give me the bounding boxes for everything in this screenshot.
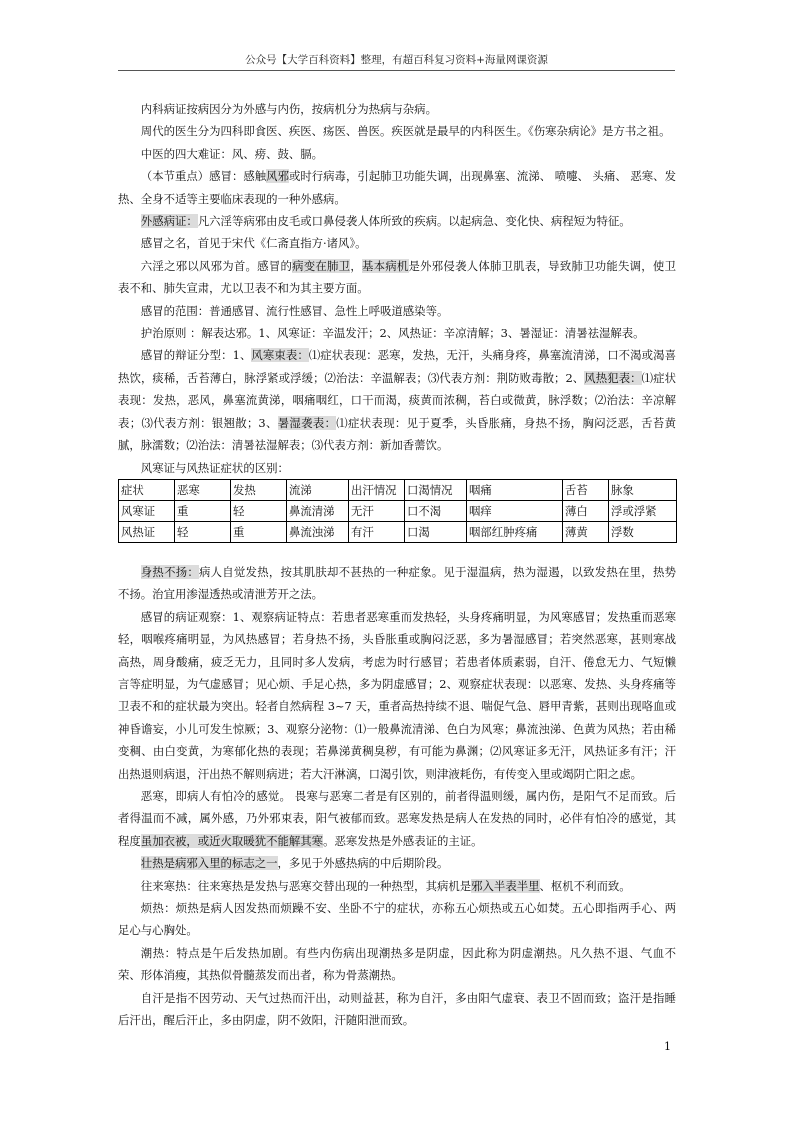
paragraph: [118, 942, 676, 987]
table-cell: 浮或浮紧: [609, 500, 677, 521]
table-cell: 重: [175, 500, 231, 521]
page-number: 1: [664, 1040, 671, 1053]
paragraph: [118, 322, 676, 344]
highlighted-text: 风热犯表：: [584, 370, 642, 385]
table-header-cell: 出汗情况: [349, 479, 405, 500]
table-cell: 轻: [175, 521, 231, 542]
table-header-cell: 恶寒: [175, 479, 231, 500]
paragraph: [118, 165, 676, 210]
table-cell: 风热证: [119, 521, 175, 542]
table-cell: 咽部红肿疼痛: [467, 521, 563, 542]
table-cell: 浮数: [609, 521, 677, 542]
highlighted-text: 风邪: [266, 169, 289, 184]
table-cell: 口渴: [405, 521, 467, 542]
text-run: 病人自觉发热，按其肌肤却不甚热的一种症象。见于湿温病，热为湿遏，以致发热在里，热势不扬。治宜用渗湿透热或清泄芳开之法。: [118, 564, 676, 602]
paragraph: [118, 785, 676, 852]
table-cell: 鼻流清涕: [287, 500, 349, 521]
table-header-cell: 流涕: [287, 479, 349, 500]
text-run: 潮热：特点是午后发热加剧。有些内伤病出现潮热多是阴虚，因此称为阴虚潮热。凡久热不退、气血不荣、形体消瘦，其热似骨髓蒸发而出者，称为骨蒸潮热。: [118, 945, 676, 983]
table-cell: 轻: [231, 500, 287, 521]
highlighted-text: 暑湿袭表：: [277, 415, 337, 430]
section-symptoms: [118, 561, 676, 1032]
paragraph: [118, 98, 676, 120]
paragraph: [118, 344, 676, 456]
paragraph: [118, 300, 676, 322]
table-header-row: [119, 479, 677, 500]
highlighted-text: 身热不扬：: [140, 564, 199, 579]
text-run: ⑴症状表现：见于夏季，头昏胀痛，身热不扬，胸闷泛恶，舌苔黄腻，脉濡数；⑵治法：清暑祛湿解表；⑶代表方剂：新加香薷饮。: [118, 415, 676, 453]
table-cell: 无汗: [349, 500, 405, 521]
text-run: 感冒的范围：普通感冒、流行性感冒、急性上呼吸道感染等。: [140, 303, 449, 318]
paragraph: [118, 897, 676, 942]
table-header-cell: 发热: [231, 479, 287, 500]
table-header-cell: 口渴情况: [405, 479, 467, 500]
text-run: 感冒之名，首见于宋代《仁斋直指方·诸风》。: [140, 236, 367, 251]
text-run: ，: [350, 258, 362, 273]
paragraph: [118, 120, 676, 142]
page-header: 公众号【大学百科资料】整理，有超百科复习资料+海量网课资源: [118, 52, 675, 71]
paragraph: [118, 210, 676, 232]
text-run: 。恶寒发热是外感表证的主证。: [323, 833, 483, 848]
table-cell: 风寒证: [119, 500, 175, 521]
comparison-table: [118, 479, 677, 543]
table-cell: 薄黄: [563, 521, 609, 542]
table-cell: 薄白: [563, 500, 609, 521]
text-run: 中医的四大难证：风、痨、鼓、膈。: [140, 146, 324, 161]
text-run: 烦热：烦热是病人因发热而烦躁不安、坐卧不宁的症状，亦称五心烦热或五心如焚。五心即指两手心、两足心与心胸处。: [118, 901, 676, 938]
text-run: 是外邪侵袭人体肺卫肌表，导致肺卫功能失调，使卫表不和、肺失宣肃，尤以卫表不和为其主要方面。: [118, 258, 676, 296]
text-run: 恶寒，即病人有怕冷的感觉。 畏寒与恶寒二者是有区别的，前者得温则缓，属内伤，是阳气不足而致。后者得温而不减，属外感，乃外邪束表，阳气被郁而致。恶寒发热是病人在发热的同时，必伴有怕冷的感觉，其程度: [118, 788, 676, 848]
table-row: [119, 521, 677, 542]
paragraph: [118, 143, 676, 165]
table-header-cell: 脉象: [609, 479, 677, 500]
paragraph: [118, 987, 676, 1032]
document-body: [118, 98, 676, 1031]
text-run: 往来寒热：往来寒热是发热与恶寒交替出现的一种热型，其病机是: [140, 878, 472, 893]
section-intro: [118, 98, 676, 457]
paragraph: [118, 255, 676, 300]
highlighted-text: 病变在肺卫: [292, 258, 351, 273]
table-header-cell: 舌苔: [563, 479, 609, 500]
text-run: ⑴症状表现：发热，恶风，鼻塞流黄涕，咽痛咽红，口干而渴，痰黄而浓稠，苔白或微黄，脉浮数；⑵治法：辛凉解表；⑶代表方剂：银翘散；3、: [118, 370, 676, 430]
table-cell: 重: [231, 521, 287, 542]
highlighted-text: 虽加衣被，或近火取暖犹不能解其寒: [140, 833, 324, 848]
text-run: 护治原则 ：解表达邪。1、风寒证：辛温发汗；2、风热证：辛凉清解；3、暑湿证：清暑祛湿解表。: [140, 326, 645, 341]
text-run: （本节重点）感冒：感触: [140, 169, 267, 184]
paragraph: [118, 232, 676, 254]
paragraph: [118, 852, 676, 874]
text-run: ，多见于外感热病的中后期阶段。: [277, 856, 449, 871]
text-run: 、枢机不利而致。: [539, 878, 631, 893]
highlighted-text: 邪入半表半里: [471, 878, 540, 893]
paragraph: [118, 875, 676, 897]
paragraph: [118, 606, 676, 785]
table-cell: 口不渴: [405, 500, 467, 521]
highlighted-text: 风寒束表：: [251, 348, 309, 363]
text-run: 感冒的病证观察：1、观察病证特点：若患者恶寒重而发热轻，头身疼痛明显，为风寒感冒；发热重而恶寒轻，咽喉疼痛明显，为风热感冒；若身热不扬，头昏胀重或胸闷泛恶，多为暑湿感冒；若突然恶寒，甚则寒战高热，周身酸痛，疲乏无力，且同时多人发病，考虑为时行感冒；若患者体质素弱，自汗、倦怠无力、气短懒言等症明显，为气虚感冒；见心烦、手足心热，多为阴虚感冒；2、观察症状表现：以恶寒、发热、头身疼痛等卫表不和的症状最为突出。轻者自然病程 3~7 天，重者高热持续不退、喘促气急、唇甲青紫，甚则出现咯血或神昏谵妄，小儿可发生惊厥；3、观察分泌物：⑴一般鼻流清涕、色白为风寒；鼻流浊涕、色黄为风热；若由稀变稠、由白变黄，为寒郁化热的表现；若鼻涕黄稠臭秽，有可能为鼻渊；⑵风寒证多无汗，风热证多有汗；汗出热退则病退，汗出热不解则病进；若大汗淋漓，口渴引饮，则津液耗伤，有传变入里或竭阴亡阳之虑。: [118, 609, 676, 781]
table-cell: 有汗: [349, 521, 405, 542]
table-caption: 风寒证与风热证症状的区别：: [140, 460, 289, 475]
text-run: 周代的医生分为四科即食医、疾医、疡医、兽医。疾医就是最早的内科医生。《伤寒杂病论》是方书之祖。: [140, 124, 671, 139]
text-run: ⑴症状表现：恶寒，发热，无汗，头痛身疼，鼻塞流清涕，口不渴或渴喜热饮，痰稀，舌苔薄白，脉浮紧或浮缓；⑵治法：辛温解表；⑶代表方剂：荆防败毒散；2、: [118, 348, 676, 385]
highlighted-text: 壮热是病邪入里的标志之一: [140, 856, 278, 871]
highlighted-text: 基本病机: [361, 258, 409, 273]
table-row: [119, 500, 677, 521]
table-header-cell: 症状: [119, 479, 175, 500]
text-run: 内科病证按病因分为外感与内伤，按病机分为热病与杂病。: [140, 102, 437, 116]
text-run: 或时行病毒，引起肺卫功能失调，出现鼻塞、流涕、 喷嚏、 头痛、 恶寒、发热、全身不适等主要临床表现的一种外感病。: [118, 169, 676, 206]
text-run: 凡六淫等病邪由皮毛或口鼻侵袭人体所致的疾病。以起病急、变化快、病程短为特征。: [197, 214, 631, 229]
text-run: 六淫之邪以风邪为首。感冒的: [140, 258, 293, 273]
highlighted-text: 外感病证：: [140, 214, 198, 229]
table-cell: 鼻流浊涕: [287, 521, 349, 542]
text-run: 自汗是指不因劳动、天气过热而汗出，动则益甚，称为自汗，多由阳气虚衰、表卫不固而致；盗汗是指睡后汗出，醒后汗止，多由阴虚，阴不敛阳，汗随阳泄而致。: [118, 990, 676, 1028]
table-cell: 咽痒: [467, 500, 563, 521]
table-header-cell: 咽痛: [467, 479, 563, 500]
text-run: 感冒的辩证分型：1、: [140, 348, 252, 363]
paragraph: [118, 561, 676, 606]
